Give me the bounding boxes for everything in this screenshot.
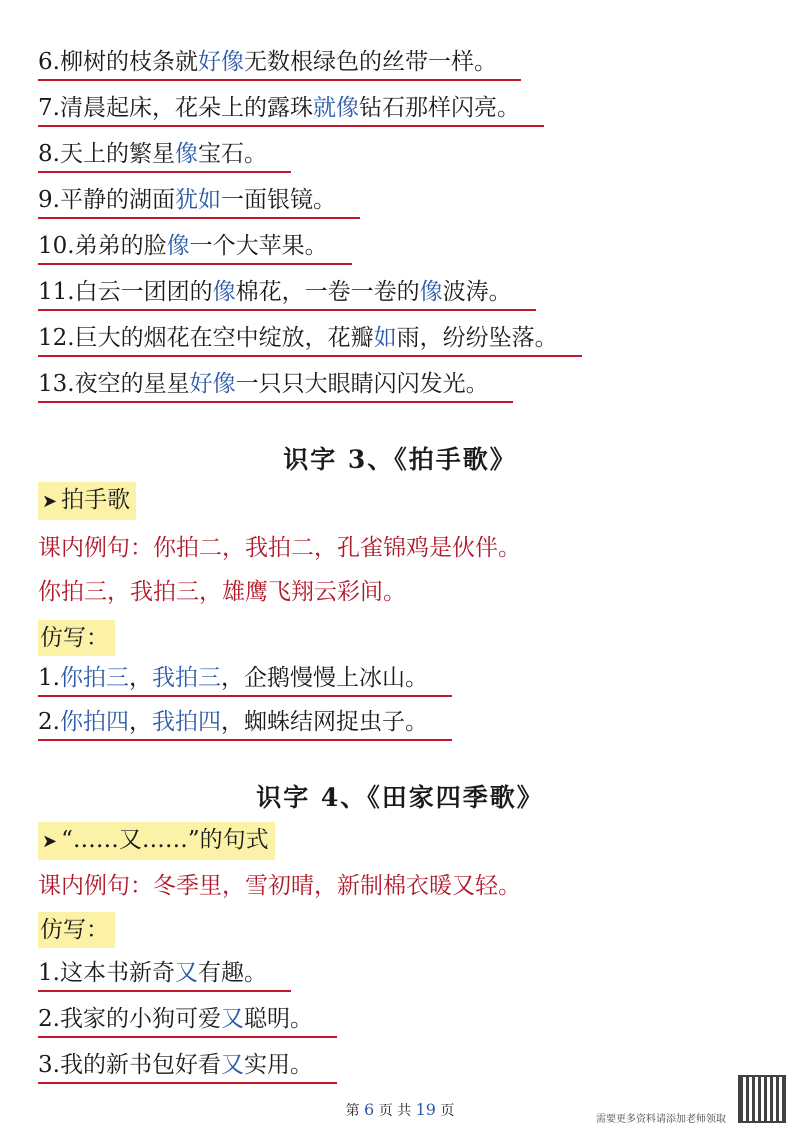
arrow-icon: ➤ [42, 831, 58, 852]
sentence-number: 7. [38, 95, 60, 121]
sentence-number: 1. [38, 665, 60, 691]
sentence-text: 宝石。 [197, 141, 267, 167]
page-total: 19 [415, 1100, 436, 1119]
page-number: 6 [364, 1100, 375, 1119]
example-sentence: 课内例句：你拍二，我拍二，孔雀锦鸡是伙伴。 [38, 535, 521, 561]
section-tag-4 [38, 822, 275, 860]
highlight-word: 像 [174, 141, 198, 167]
highlight-word: 像 [166, 233, 190, 259]
arrow-icon: ➤ [42, 491, 58, 512]
imitate-label: 仿写： [38, 620, 115, 656]
sentence-text: 平静的湖面 [59, 187, 175, 213]
highlight-word: 好像 [189, 371, 236, 397]
sentence-underline [38, 1002, 337, 1038]
example-sentence: 你拍三，我拍三，雄鹰飞翔云彩间。 [38, 579, 406, 605]
sentence-line [38, 660, 452, 700]
sentence-number: 8. [38, 141, 60, 167]
sentence-underline [38, 956, 291, 992]
sentence-line [38, 182, 360, 222]
sentence-text: ， [128, 709, 152, 735]
sentence-underline [38, 275, 536, 311]
sentence-number: 9. [38, 187, 60, 213]
sentence-text: 有趣。 [197, 960, 267, 986]
sentence-text: 柳树的枝条就 [59, 49, 198, 75]
sentence-text: 一只只大眼睛闪闪发光。 [235, 371, 489, 397]
sentence-text: 夜空的星星 [74, 371, 190, 397]
sentence-underline [38, 661, 452, 697]
sentence-underline [38, 229, 352, 265]
sentence-text: 这本书新奇 [59, 960, 175, 986]
sentence-text: 白云一团团的 [74, 279, 213, 305]
highlight-word: 像 [419, 279, 443, 305]
sentence-line [38, 1001, 337, 1041]
highlight-word: 犹如 [174, 187, 221, 213]
sentence-underline [38, 367, 513, 403]
highlight-word: 好像 [197, 49, 244, 75]
highlight-word: 你拍三 [59, 665, 129, 691]
section-tag-label: 拍手歌 [61, 487, 131, 513]
sentence-underline [38, 45, 521, 81]
sentence-text: 棉花，一卷一卷的 [235, 279, 420, 305]
sentence-text: 波涛。 [442, 279, 512, 305]
sentence-number: 1. [38, 960, 60, 986]
sentence-underline [38, 1048, 337, 1084]
highlight-word: 我拍四 [151, 709, 221, 735]
section-tag-label: “……又……”的句式 [61, 827, 269, 853]
highlight-word: 我拍三 [151, 665, 221, 691]
sentence-line [38, 366, 513, 406]
sentence-number: 3. [38, 1052, 60, 1078]
sentence-line [38, 228, 352, 268]
sentence-text: 我家的小狗可爱 [59, 1006, 221, 1032]
sentence-text: 一面银镜。 [220, 187, 336, 213]
sentence-text: 雨，纷纷坠落。 [396, 325, 558, 351]
sentence-underline [38, 705, 452, 741]
highlight-word: 又 [220, 1052, 244, 1078]
section-tag-3 [38, 482, 136, 520]
sentence-text: 天上的繁星 [59, 141, 175, 167]
sentence-text: ，蜘蛛结网捉虫子。 [220, 709, 428, 735]
highlight-word: 又 [220, 1006, 244, 1032]
sentence-line [38, 44, 521, 84]
sentence-text: 钻石那样闪亮。 [358, 95, 520, 121]
sentence-number: 12. [38, 325, 75, 351]
sentence-text: 实用。 [243, 1052, 313, 1078]
sentence-underline [38, 137, 291, 173]
section-title-4: 识字 4、《田家四季歌》 [256, 783, 544, 812]
sentence-text: 一个大苹果。 [189, 233, 328, 259]
sentence-line [38, 320, 582, 360]
sentence-text: ，企鹅慢慢上冰山。 [220, 665, 428, 691]
sentence-text: 巨大的烟花在空中绽放，花瓣 [74, 325, 374, 351]
sentence-underline [38, 183, 360, 219]
imitate-label: 仿写： [38, 912, 115, 948]
sentence-text: ， [128, 665, 152, 691]
sentence-text: 聪明。 [243, 1006, 313, 1032]
sentence-text: 我的新书包好看 [59, 1052, 221, 1078]
sentence-number: 6. [38, 49, 60, 75]
sentence-number: 2. [38, 1006, 60, 1032]
highlight-word: 像 [212, 279, 236, 305]
sentence-number: 13. [38, 371, 75, 397]
sentence-number: 10. [38, 233, 75, 259]
sentence-line [38, 90, 544, 130]
sentence-line [38, 955, 291, 995]
sentence-text: 无数根绿色的丝带一样。 [243, 49, 497, 75]
highlight-word: 如 [373, 325, 397, 351]
sentence-number: 2. [38, 709, 60, 735]
sentence-line [38, 704, 452, 744]
sentence-line [38, 274, 536, 314]
sentence-text: 弟弟的脸 [74, 233, 167, 259]
highlight-word: 又 [174, 960, 198, 986]
sentence-text: 清晨起床，花朵上的露珠 [59, 95, 313, 121]
qr-code-icon [738, 1075, 786, 1123]
sentence-line [38, 136, 291, 176]
page-footer: 第 6 页 共 19 页 [345, 1100, 455, 1119]
highlight-word: 你拍四 [59, 709, 129, 735]
highlight-word: 就像 [312, 95, 359, 121]
qr-note: 需要更多资料请添加老师领取 [596, 1114, 726, 1125]
section-title-3: 识字 3、《拍手歌》 [283, 445, 517, 474]
sentence-underline [38, 321, 582, 357]
example-sentence: 课内例句：冬季里，雪初晴，新制棉衣暖又轻。 [38, 873, 521, 899]
sentence-number: 11. [38, 279, 75, 305]
sentence-underline [38, 91, 544, 127]
sentence-line [38, 1047, 337, 1087]
